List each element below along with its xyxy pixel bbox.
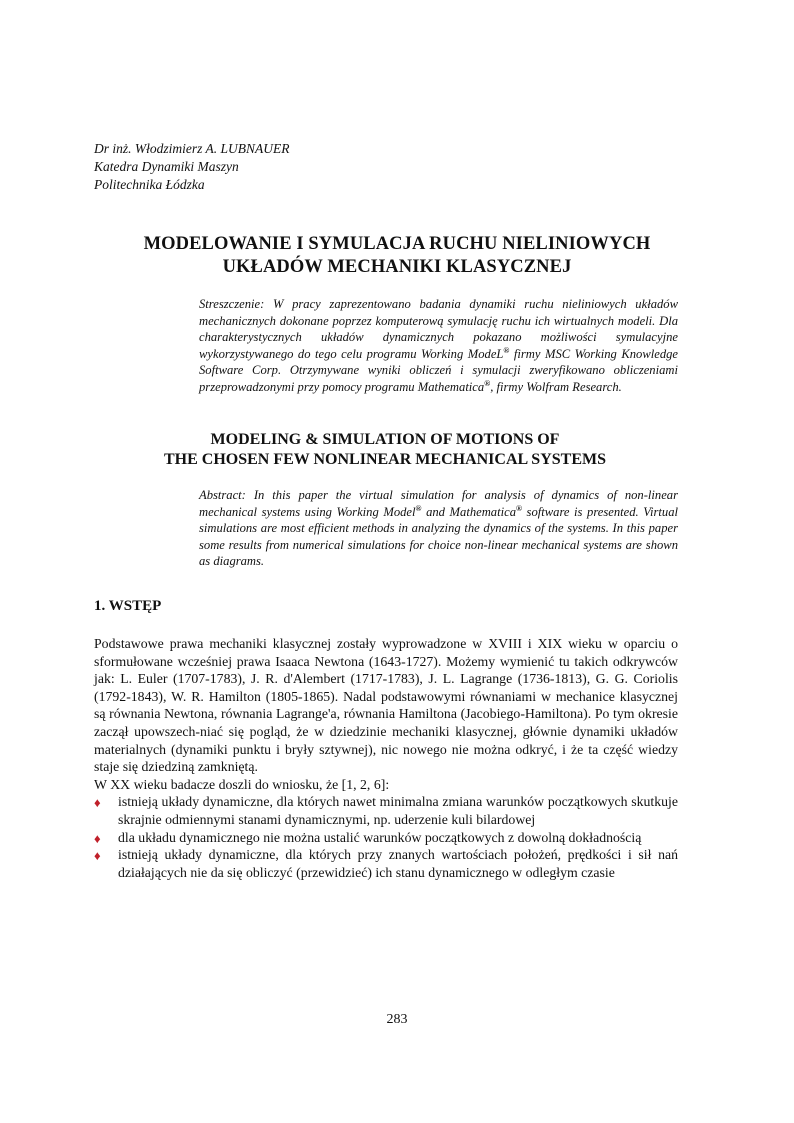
list-item-text: istnieją układy dynamiczne, dla których nawet minimalna zmiana warunków początkowych skutkuje skrajnie odmiennymi stanami dynamicznymi, np. uderzenie kuli bilardowej [118,794,678,827]
diamond-bullet-icon: ♦ [94,830,101,846]
title-en-line1: MODELING & SIMULATION OF MOTIONS OF [210,431,560,448]
abstract-polish [199,296,678,396]
list-item [94,829,678,847]
abstract-pl-part1: Streszczenie: W pracy zaprezentowano badania dynamiki ruchu nieliniowych układów mechanicznych dokonane poprzez komputerową symulację ruchu ich wirtualnych modeli. Dla charakterystycznych układów dynamicznych pokazano możliwości symulacyjne wykorzystywanego do tego celu programu Working ModeL [199,297,678,361]
abstract-pl-part3: , firmy Wolfram Research. [490,379,622,394]
author-department: Katedra Dynamiki Maszyn [94,159,239,174]
title-pl-line2: UKŁADÓW MECHANIKI KLASYCZNEJ [222,257,572,277]
registered-mark: ® [415,503,422,513]
list-intro: W XX wieku badacze doszli do wniosku, że [1, 2, 6]: [94,776,390,792]
abstract-en-part2: and Mathematica [421,504,516,519]
page-number: 283 [386,1012,408,1027]
abstract-english [199,487,678,570]
list-item-text: dla układu dynamicznego nie można ustalić warunków początkowych z dowolną dokładnością [118,829,642,845]
diamond-bullet-icon: ♦ [94,848,101,864]
title-pl-line1: MODELOWANIE I SYMULACJA RUCHU NIELINIOWYCH [143,234,651,254]
list-item [94,793,678,828]
bullet-list [94,793,678,881]
paper-title-english [60,430,710,470]
diamond-bullet-icon: ♦ [94,795,101,811]
abstract-en-part1: Abstract: In this paper the virtual simulation for analysis of dynamics of non-linear mechanical systems using Working Model [199,488,678,519]
registered-mark: ® [484,378,491,388]
paper-title-polish [60,233,734,279]
section-heading: 1. WSTĘP [94,598,162,614]
section-body [94,635,678,881]
author-name: Dr inż. Włodzimierz A. LUBNAUER [94,141,290,156]
registered-mark: ® [503,345,510,355]
registered-mark: ® [516,503,522,513]
abstract-en-part3: software is presented. Virtual simulations are most efficient methods in analyzing the dynamics of the systems. In this paper some results from numerical simulations for choice non-linear mechanical systems are shown as diagrams. [199,504,678,569]
list-item [94,846,678,881]
author-block [94,140,290,194]
intro-paragraph: Podstawowe prawa mechaniki klasycznej zostały wyprowadzone w XVIII i XIX wieku w oparciu o sformułowane wcześniej prawa Isaaca Newtona (1643-1727). Możemy wymienić tu takich odkrywców jak: L. Euler (1707-1783), J. R. d'Alembert (1717-1783), J. L. Lagrange (1736-1813), G. G. Coriolis (1792-1843), W. R. Hamilton (1805-1865). Nadal podstawowymi równaniami w mechanice klasycznej są równania Newtona, równania Lagrange'a, równania Hamiltona (Jacobiego-Hamiltona). Po tym okresie zaczął upowszech-niać się pogląd, że w dziedzinie mechaniki klasycznej, głównie dynamiki układów materialnych (dynamiki punktu i bryły sztywnej), nic nowego nie można odkryć, i że ta część wiedzy staje się dziedziną zamkniętą. [94,636,678,775]
abstract-pl-part2: firmy MSC Working Knowledge Software Corp. Otrzymywane wyniki obliczeń i symulacji zweryfikowano obliczeniami przeprowadzonymi przy pomocy programu Mathematica [199,346,679,394]
author-university: Politechnika Łódzka [94,177,205,192]
list-item-text: istnieją układy dynamiczne, dla których przy znanych wartościach położeń, prędkości i sił nań działających nie da się obliczyć (przewidzieć) ich stanu dynamicznego w odległym czasie [118,847,678,880]
title-en-line2: THE CHOSEN FEW NONLINEAR MECHANICAL SYSTEMS [163,451,606,468]
